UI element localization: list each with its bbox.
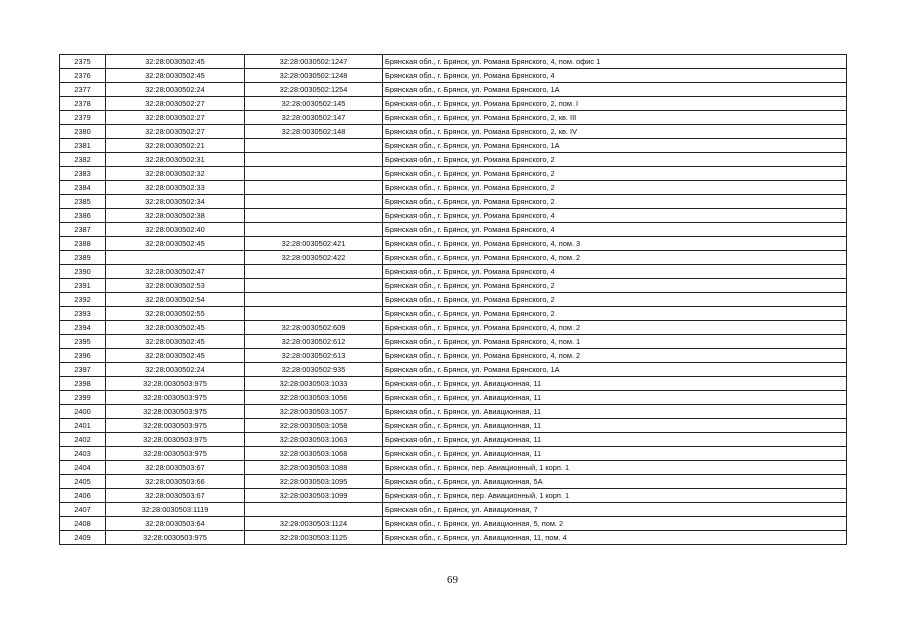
table-row [60,237,847,251]
address-cell: Брянская обл., г. Брянск, ул. Романа Брянского, 2 [383,153,847,167]
table-row [60,251,847,265]
object-cadastral-number-cell [245,195,383,209]
parcel-cadastral-number-cell: 32:28:0030503:975 [106,433,245,447]
address-cell: Брянская обл., г. Брянск, ул. Романа Брянского, 2 [383,279,847,293]
address-cell: Брянская обл., г. Брянск, пер. Авиационный, 1 корп. 1 [383,489,847,503]
object-cadastral-number-cell [245,265,383,279]
address-cell: Брянская обл., г. Брянск, ул. Романа Брянского, 2 [383,181,847,195]
row-number-cell: 2400 [60,405,106,419]
table-row [60,167,847,181]
parcel-cadastral-number-cell [106,251,245,265]
row-number-cell: 2382 [60,153,106,167]
address-cell: Брянская обл., г. Брянск, ул. Романа Брянского, 4, пом. 2 [383,349,847,363]
parcel-cadastral-number-cell: 32:28:0030502:31 [106,153,245,167]
page-number: 69 [447,574,458,586]
table-row [60,517,847,531]
row-number-cell: 2394 [60,321,106,335]
table-row [60,433,847,447]
object-cadastral-number-cell: 32:28:0030502:147 [245,111,383,125]
address-cell: Брянская обл., г. Брянск, ул. Романа Брянского, 2 [383,293,847,307]
object-cadastral-number-cell: 32:28:0030502:422 [245,251,383,265]
parcel-cadastral-number-cell: 32:28:0030502:45 [106,237,245,251]
address-cell: Брянская обл., г. Брянск, ул. Авиационная, 5, пом. 2 [383,517,847,531]
row-number-cell: 2388 [60,237,106,251]
parcel-cadastral-number-cell: 32:28:0030503:975 [106,531,245,545]
object-cadastral-number-cell: 32:28:0030502:421 [245,237,383,251]
registry-table [59,54,847,545]
table-row [60,321,847,335]
address-cell: Брянская обл., г. Брянск, ул. Романа Брянского, 4, пом. 1 [383,335,847,349]
table-row [60,111,847,125]
parcel-cadastral-number-cell: 32:28:0030502:45 [106,349,245,363]
table-row [60,265,847,279]
parcel-cadastral-number-cell: 32:28:0030502:45 [106,335,245,349]
object-cadastral-number-cell: 32:28:0030503:1068 [245,447,383,461]
object-cadastral-number-cell [245,139,383,153]
parcel-cadastral-number-cell: 32:28:0030503:975 [106,377,245,391]
row-number-cell: 2378 [60,97,106,111]
row-number-cell: 2393 [60,307,106,321]
row-number-cell: 2391 [60,279,106,293]
parcel-cadastral-number-cell: 32:28:0030503:66 [106,475,245,489]
table-row [60,279,847,293]
object-cadastral-number-cell: 32:28:0030503:1033 [245,377,383,391]
parcel-cadastral-number-cell: 32:28:0030503:975 [106,391,245,405]
row-number-cell: 2380 [60,125,106,139]
object-cadastral-number-cell [245,279,383,293]
table-row [60,55,847,69]
address-cell: Брянская обл., г. Брянск, ул. Авиационная, 11 [383,405,847,419]
parcel-cadastral-number-cell: 32:28:0030503:975 [106,447,245,461]
row-number-cell: 2387 [60,223,106,237]
object-cadastral-number-cell: 32:28:0030503:1099 [245,489,383,503]
object-cadastral-number-cell [245,223,383,237]
object-cadastral-number-cell: 32:28:0030502:148 [245,125,383,139]
table-row [60,335,847,349]
parcel-cadastral-number-cell: 32:28:0030502:38 [106,209,245,223]
object-cadastral-number-cell: 32:28:0030503:1058 [245,419,383,433]
object-cadastral-number-cell [245,167,383,181]
object-cadastral-number-cell: 32:28:0030502:1254 [245,83,383,97]
object-cadastral-number-cell: 32:28:0030502:613 [245,349,383,363]
table-row [60,461,847,475]
row-number-cell: 2397 [60,363,106,377]
address-cell: Брянская обл., г. Брянск, ул. Авиационная, 5А [383,475,847,489]
object-cadastral-number-cell: 32:28:0030503:1124 [245,517,383,531]
object-cadastral-number-cell [245,503,383,517]
table-row [60,531,847,545]
row-number-cell: 2390 [60,265,106,279]
row-number-cell: 2396 [60,349,106,363]
parcel-cadastral-number-cell: 32:28:0030503:67 [106,461,245,475]
row-number-cell: 2406 [60,489,106,503]
object-cadastral-number-cell: 32:28:0030503:1125 [245,531,383,545]
object-cadastral-number-cell: 32:28:0030503:1056 [245,391,383,405]
parcel-cadastral-number-cell: 32:28:0030502:45 [106,321,245,335]
address-cell: Брянская обл., г. Брянск, ул. Авиационная, 11 [383,391,847,405]
address-cell: Брянская обл., г. Брянск, ул. Романа Брянского, 2 [383,307,847,321]
row-number-cell: 2376 [60,69,106,83]
object-cadastral-number-cell [245,181,383,195]
object-cadastral-number-cell: 32:28:0030502:1248 [245,69,383,83]
address-cell: Брянская обл., г. Брянск, ул. Авиационная, 7 [383,503,847,517]
object-cadastral-number-cell: 32:28:0030503:1088 [245,461,383,475]
table-row [60,447,847,461]
object-cadastral-number-cell: 32:28:0030503:1063 [245,433,383,447]
table-row [60,349,847,363]
row-number-cell: 2395 [60,335,106,349]
table-row [60,293,847,307]
address-cell: Брянская обл., г. Брянск, ул. Романа Брянского, 4 [383,265,847,279]
address-cell: Брянская обл., г. Брянск, ул. Романа Брянского, 1А [383,139,847,153]
table-row [60,391,847,405]
address-cell: Брянская обл., г. Брянск, ул. Романа Брянского, 4 [383,69,847,83]
row-number-cell: 2402 [60,433,106,447]
object-cadastral-number-cell: 32:28:0030502:145 [245,97,383,111]
parcel-cadastral-number-cell: 32:28:0030502:24 [106,363,245,377]
row-number-cell: 2383 [60,167,106,181]
parcel-cadastral-number-cell: 32:28:0030503:1119 [106,503,245,517]
parcel-cadastral-number-cell: 32:28:0030502:47 [106,265,245,279]
parcel-cadastral-number-cell: 32:28:0030503:64 [106,517,245,531]
address-cell: Брянская обл., г. Брянск, ул. Романа Брянского, 2 [383,195,847,209]
row-number-cell: 2407 [60,503,106,517]
row-number-cell: 2377 [60,83,106,97]
parcel-cadastral-number-cell: 32:28:0030503:975 [106,405,245,419]
parcel-cadastral-number-cell: 32:28:0030502:45 [106,55,245,69]
table-row [60,405,847,419]
row-number-cell: 2389 [60,251,106,265]
address-cell: Брянская обл., г. Брянск, ул. Авиационная, 11, пом. 4 [383,531,847,545]
parcel-cadastral-number-cell: 32:28:0030503:975 [106,419,245,433]
row-number-cell: 2408 [60,517,106,531]
table-row [60,377,847,391]
row-number-cell: 2401 [60,419,106,433]
table-row [60,489,847,503]
parcel-cadastral-number-cell: 32:28:0030502:40 [106,223,245,237]
table-row [60,503,847,517]
row-number-cell: 2379 [60,111,106,125]
table-row [60,307,847,321]
address-cell: Брянская обл., г. Брянск, ул. Романа Брянского, 4, пом. офис 1 [383,55,847,69]
table-row [60,363,847,377]
row-number-cell: 2386 [60,209,106,223]
table-row [60,125,847,139]
table-row [60,181,847,195]
address-cell: Брянская обл., г. Брянск, ул. Авиационная, 11 [383,447,847,461]
address-cell: Брянская обл., г. Брянск, ул. Авиационная, 11 [383,419,847,433]
parcel-cadastral-number-cell: 32:28:0030502:54 [106,293,245,307]
row-number-cell: 2399 [60,391,106,405]
row-number-cell: 2403 [60,447,106,461]
table-row [60,223,847,237]
row-number-cell: 2381 [60,139,106,153]
row-number-cell: 2385 [60,195,106,209]
table-row [60,69,847,83]
address-cell: Брянская обл., г. Брянск, ул. Романа Брянского, 4, пом. 2 [383,321,847,335]
parcel-cadastral-number-cell: 32:28:0030502:21 [106,139,245,153]
parcel-cadastral-number-cell: 32:28:0030502:27 [106,97,245,111]
row-number-cell: 2405 [60,475,106,489]
object-cadastral-number-cell [245,209,383,223]
parcel-cadastral-number-cell: 32:28:0030502:53 [106,279,245,293]
address-cell: Брянская обл., г. Брянск, ул. Романа Брянского, 2, пом. I [383,97,847,111]
address-cell: Брянская обл., г. Брянск, ул. Романа Брянского, 1А [383,363,847,377]
parcel-cadastral-number-cell: 32:28:0030502:32 [106,167,245,181]
table-row [60,97,847,111]
row-number-cell: 2404 [60,461,106,475]
parcel-cadastral-number-cell: 32:28:0030502:24 [106,83,245,97]
address-cell: Брянская обл., г. Брянск, ул. Авиационная, 11 [383,433,847,447]
parcel-cadastral-number-cell: 32:28:0030502:45 [106,69,245,83]
table-row [60,419,847,433]
address-cell: Брянская обл., г. Брянск, пер. Авиационный, 1 корп. 1 [383,461,847,475]
address-cell: Брянская обл., г. Брянск, ул. Романа Брянского, 4 [383,209,847,223]
object-cadastral-number-cell: 32:28:0030502:612 [245,335,383,349]
parcel-cadastral-number-cell: 32:28:0030503:67 [106,489,245,503]
object-cadastral-number-cell: 32:28:0030502:935 [245,363,383,377]
address-cell: Брянская обл., г. Брянск, ул. Романа Брянского, 4, пом. 3 [383,237,847,251]
object-cadastral-number-cell [245,293,383,307]
table-row [60,209,847,223]
object-cadastral-number-cell: 32:28:0030502:1247 [245,55,383,69]
parcel-cadastral-number-cell: 32:28:0030502:27 [106,111,245,125]
table-row [60,139,847,153]
table-row [60,195,847,209]
table-row [60,83,847,97]
parcel-cadastral-number-cell: 32:28:0030502:34 [106,195,245,209]
parcel-cadastral-number-cell: 32:28:0030502:33 [106,181,245,195]
address-cell: Брянская обл., г. Брянск, ул. Авиационная, 11 [383,377,847,391]
row-number-cell: 2384 [60,181,106,195]
object-cadastral-number-cell: 32:28:0030502:609 [245,321,383,335]
row-number-cell: 2375 [60,55,106,69]
object-cadastral-number-cell: 32:28:0030503:1095 [245,475,383,489]
row-number-cell: 2409 [60,531,106,545]
parcel-cadastral-number-cell: 32:28:0030502:55 [106,307,245,321]
object-cadastral-number-cell: 32:28:0030503:1057 [245,405,383,419]
address-cell: Брянская обл., г. Брянск, ул. Романа Брянского, 2, кв. IV [383,125,847,139]
object-cadastral-number-cell [245,307,383,321]
address-cell: Брянская обл., г. Брянск, ул. Романа Брянского, 4 [383,223,847,237]
row-number-cell: 2398 [60,377,106,391]
table-row [60,475,847,489]
row-number-cell: 2392 [60,293,106,307]
address-cell: Брянская обл., г. Брянск, ул. Романа Брянского, 2 [383,167,847,181]
parcel-cadastral-number-cell: 32:28:0030502:27 [106,125,245,139]
registry-table-body [60,55,847,545]
address-cell: Брянская обл., г. Брянск, ул. Романа Брянского, 1А [383,83,847,97]
address-cell: Брянская обл., г. Брянск, ул. Романа Брянского, 2, кв. III [383,111,847,125]
object-cadastral-number-cell [245,153,383,167]
address-cell: Брянская обл., г. Брянск, ул. Романа Брянского, 4, пом. 2 [383,251,847,265]
table-row [60,153,847,167]
